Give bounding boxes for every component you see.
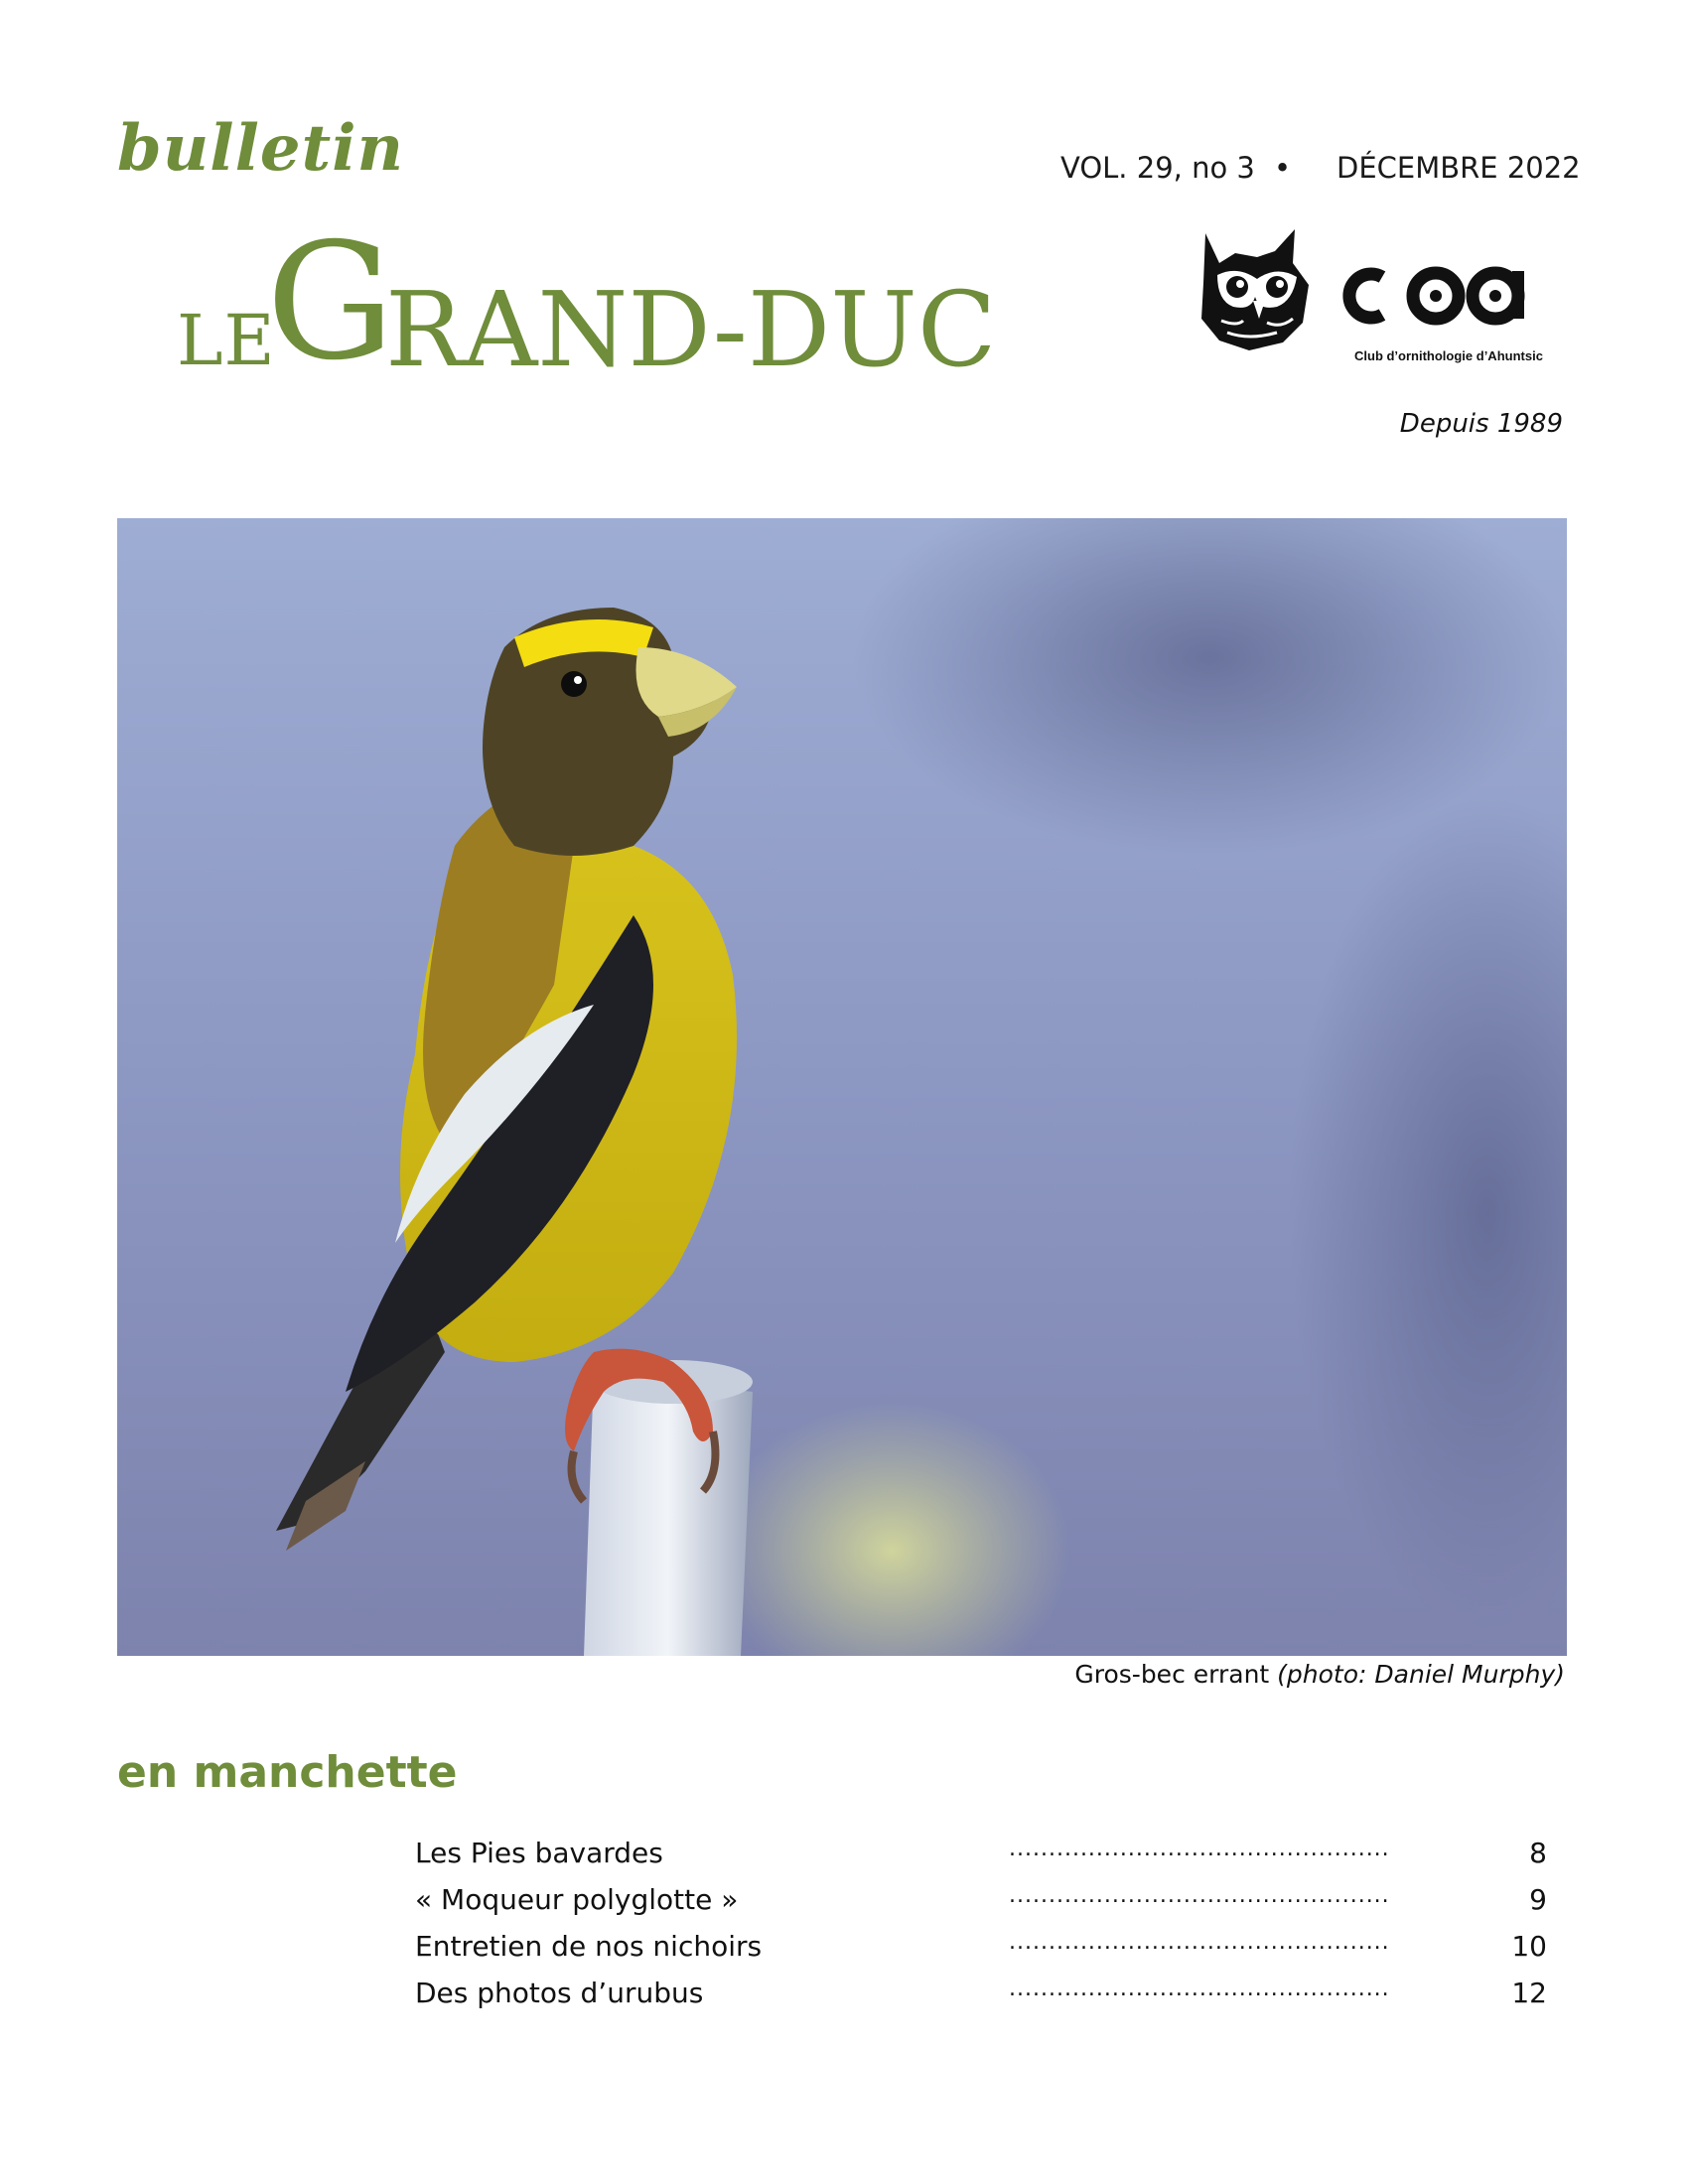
photo-caption (1074, 1660, 1565, 1689)
toc-page: 10 (1511, 1930, 1547, 1963)
masthead-title (177, 208, 1150, 397)
toc-leader: ................................................ (1009, 1837, 1390, 1861)
toc-title: « Moqueur polyglotte » (415, 1883, 739, 1916)
section-heading: en manchette (117, 1747, 458, 1798)
issue-separator: • (1274, 151, 1292, 185)
caption-credit: (photo: Daniel Murphy) (1277, 1660, 1565, 1689)
toc-row[interactable] (415, 1837, 1557, 1883)
masthead-initial: G (266, 209, 395, 396)
toc-row[interactable] (415, 1883, 1557, 1930)
toc-title: Entretien de nos nichoirs (415, 1930, 763, 1963)
logo-tagline: Club d’ornithologie d’Ahuntsic (1354, 348, 1543, 363)
club-logo (1197, 223, 1565, 372)
masthead-rest: RAND-DUC (385, 269, 997, 390)
issue-volume: VOL. 29, no 3 (1060, 151, 1255, 185)
owl-icon (1197, 223, 1565, 352)
toc-page: 12 (1511, 1977, 1547, 2009)
toc-page: 9 (1529, 1883, 1547, 1916)
issue-date: DÉCEMBRE 2022 (1336, 151, 1581, 185)
bird-photo (117, 518, 1567, 1656)
table-of-contents (415, 1837, 1557, 2023)
toc-title: Les Pies bavardes (415, 1837, 663, 1869)
since-year: Depuis 1989 (1399, 409, 1563, 439)
cover-photo (117, 518, 1567, 1656)
bulletin-label: bulletin (117, 111, 405, 186)
caption-species: Gros-bec errant (1074, 1660, 1278, 1689)
toc-page: 8 (1529, 1837, 1547, 1869)
toc-leader: ................................................ (1009, 1883, 1390, 1908)
toc-row[interactable] (415, 1930, 1557, 1977)
toc-title: Des photos d’urubus (415, 1977, 704, 2009)
toc-leader: ................................................ (1009, 1977, 1390, 2001)
masthead-le: LE (177, 300, 276, 381)
toc-leader: ................................................ (1009, 1930, 1390, 1955)
toc-row[interactable] (415, 1977, 1557, 2023)
